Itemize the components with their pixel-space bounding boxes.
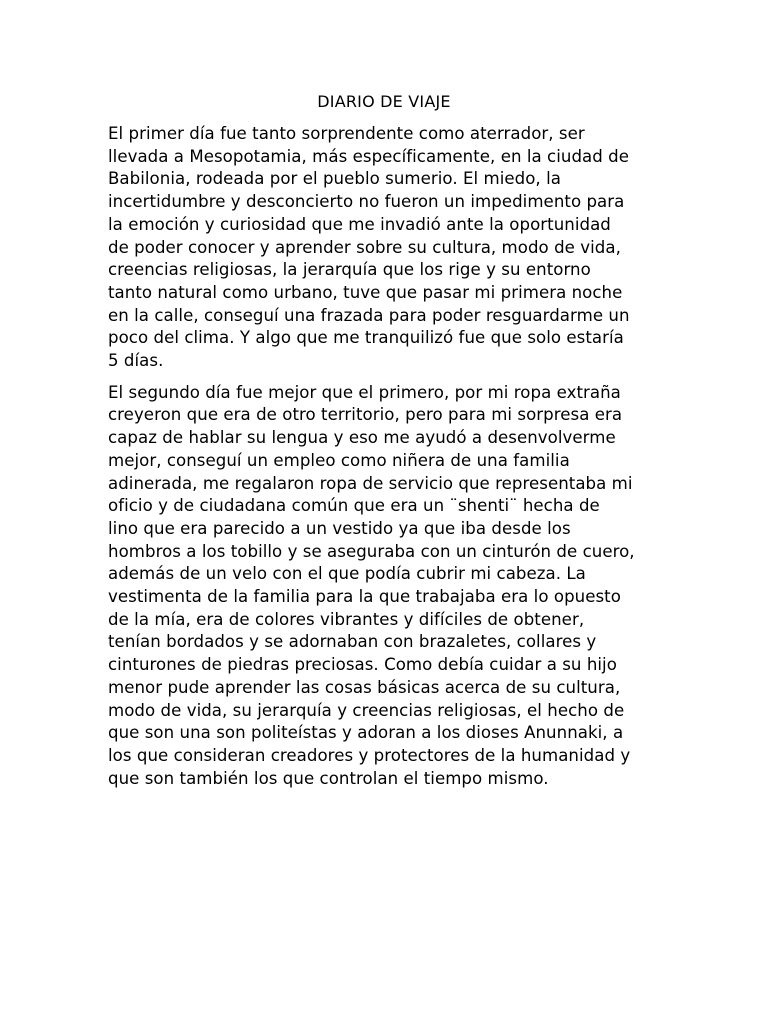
text-line: creyeron que era de otro territorio, pero para mi sorpresa era [108,405,623,425]
text-line: además de un velo con el que podía cubrir mi cabeza. La [108,564,586,584]
text-line: que son también los que controlan el tiempo mismo. [108,768,549,788]
text-line: llevada a Mesopotamia, más específicamente, en la ciudad de [108,146,630,166]
text-line: vestimenta de la familia para la que trabajaba era lo opuesto [108,587,621,607]
document-title-text: DIARIO DE VIAJE [317,92,451,111]
paragraph-2 [108,382,668,791]
text-line: menor pude aprender las cosas básicas acerca de su cultura, [108,677,621,697]
text-line: El segundo día fue mejor que el primero, por mi ropa extraña [108,382,621,402]
text-line: tenían bordados y se adornaban con brazaletes, collares y [108,632,597,652]
text-line: 5 días. [108,351,164,371]
text-line: El primer día fue tanto sorprendente como aterrador, ser [108,124,585,143]
text-line: adinerada, me regalaron ropa de servicio que representaba mi [108,473,633,493]
text-line: de poder conocer y aprender sobre su cultura, modo de vida, [108,237,621,257]
text-line: creencias religiosas, la jerarquía que los rige y su entorno [108,260,591,280]
paragraph-spacing [108,373,668,382]
text-line: incertidumbre y desconcierto no fueron un impedimento para [108,192,625,212]
text-line: oficio y de ciudadana común que era un ¨shenti¨ hecha de [108,496,600,516]
text-line: que son una son politeístas y adoran a los dioses Anunnaki, a [108,723,624,743]
document-body [108,123,668,790]
paragraph-1 [108,123,668,373]
text-line: la emoción y curiosidad que me invadió ante la oportunidad [108,214,611,234]
text-line: modo de vida, su jerarquía y creencias religiosas, el hecho de [108,700,625,720]
text-line: poco del clima. Y algo que me tranquilizó fue que solo estaría [108,328,624,348]
text-line: en la calle, conseguí una frazada para poder resguardarme un [108,305,630,325]
text-line: capaz de hablar su lengua y eso me ayudó a desenvolverme [108,428,616,448]
text-line: mejor, conseguí un empleo como niñera de una familia [108,450,570,470]
text-line: los que consideran creadores y protectores de la humanidad y [108,745,631,765]
text-line: lino que era parecido a un vestido ya que iba desde los [108,518,571,538]
text-line: de la mía, era de colores vibrantes y difíciles de obtener, [108,609,585,629]
text-line: hombros a los tobillo y se aseguraba con un cinturón de cuero, [108,541,635,561]
text-line: tanto natural como urbano, tuve que pasar mi primera noche [108,282,623,302]
text-line: Babilonia, rodeada por el pueblo sumerio. El miedo, la [108,169,561,189]
text-line: cinturones de piedras preciosas. Como debía cuidar a su hijo [108,655,617,675]
document-title [0,91,768,113]
